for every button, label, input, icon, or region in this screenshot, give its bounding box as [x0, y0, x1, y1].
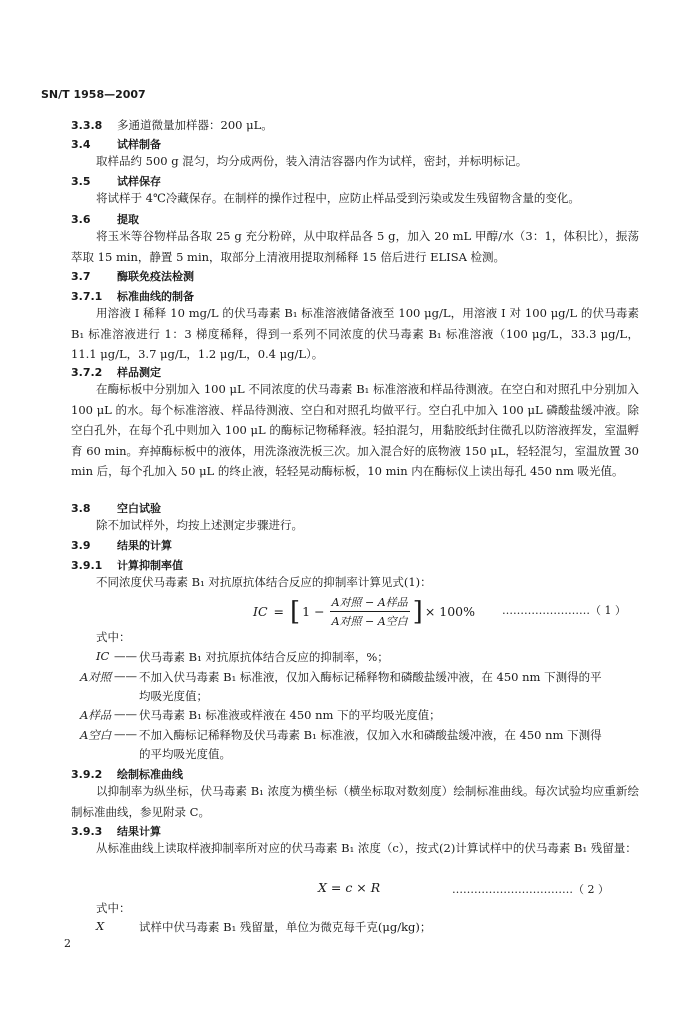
clause-title: 结果计算 — [117, 825, 161, 838]
definition-text: 不加入酶标记稀释物及伏马毒素 B₁ 标准液，仅加入水和磷酸盐缓冲液，在 450 nm 下测得 — [139, 728, 602, 742]
definition-text: 伏马毒素 B₁ 对抗原抗体结合反应的抑制率，%； — [139, 650, 389, 664]
clause-3-9-1 — [71, 557, 183, 573]
formula-one-minus: 1 − — [302, 604, 325, 619]
clause-3-9-2 — [71, 766, 183, 782]
clause-title: 样品测定 — [117, 366, 161, 379]
standard-code: SN/T 1958—2007 — [41, 88, 146, 101]
clause-number: 3.3.8 — [71, 119, 103, 132]
clause-text: 多通道微量加样器：200 μL。 — [117, 118, 273, 132]
clause-3-6-paragraph: 将玉米等谷物样品各取 25 g 充分粉碎，从中取样品各 5 g，加入 20 mL 甲醇/水（3：1，体积比），振荡萃取 15 min，静置 5 min，取部分上清液用提取剂稀释 15 倍后进行 ELISA 检测。 — [71, 229, 639, 264]
formula-2: X = c × R — [318, 880, 381, 895]
clause-3-7-1-paragraph: 用溶液 I 稀释 10 mg/L 的伏马毒素 B₁ 标准溶液储备液至 100 μg/L，用溶液 I 对 100 μg/L 的伏马毒素 B₁ 标准溶液进行 1：3 梯度稀释，得到一系列不同浓度的伏马毒素 B₁ 标准溶液（100 μg/L，33.3 μg/L，11.1 μg/L，3.7 μg/L，1.2 μg/L，0.4 μg/L）。 — [71, 306, 639, 361]
clause-3-8 — [71, 500, 161, 516]
clause-title: 结果的计算 — [117, 539, 172, 552]
definition-dash: —— — [114, 669, 137, 683]
definition-text: 不加入伏马毒素 B₁ 标准液，仅加入酶标记稀释物和磷酸盐缓冲液，在 450 nm 下测得的平 — [139, 670, 602, 684]
clause-number: 3.9.2 — [71, 768, 103, 781]
clause-number: 3.4 — [71, 138, 91, 151]
definition-text: 伏马毒素 B₁ 标准液或样液在 450 nm 下的平均吸光度值； — [139, 708, 441, 722]
clause-title: 标准曲线的制备 — [117, 290, 194, 303]
formula-equals: = — [273, 604, 284, 619]
clause-number: 3.7.1 — [71, 290, 103, 303]
clause-number: 3.6 — [71, 213, 91, 226]
clause-3-7 — [71, 268, 194, 284]
formula-2-tag: ……………………………（ 2 ） — [452, 883, 609, 896]
definition-text-cont: 的平均吸光度值。 — [139, 747, 231, 761]
definition-text: 试样中伏马毒素 B₁ 残留量，单位为微克每千克(μg/kg)； — [139, 920, 432, 934]
clause-title: 提取 — [117, 213, 139, 226]
clause-3-4 — [71, 136, 161, 152]
definition-term: A对照 — [80, 670, 112, 684]
clause-3-9-2-paragraph: 以抑制率为纵坐标，伏马毒素 B₁ 浓度为横坐标（横坐标取对数刻度）绘制标准曲线。每次试验均应重新绘制标准曲线，参见附录 C。 — [71, 784, 639, 819]
definition-dash: —— — [114, 649, 137, 663]
clause-3-7-1 — [71, 288, 194, 304]
clause-number: 3.9.1 — [71, 559, 103, 572]
definition-term: A空白 — [80, 728, 112, 742]
clause-3-7-2-paragraph: 在酶标板中分别加入 100 μL 不同浓度的伏马毒素 B₁ 标准溶液和样品待测液。在空白和对照孔中分别加入 100 μL 的水。每个标准溶液、样品待测液、空白和对照孔均做平行。空白孔中加入 100 μL 磷酸盐缓冲液。除空白孔外，在每个孔中则加入 100 μL 的酶标记物稀释液。轻拍混匀，用黏胶纸封住微孔以防溶液挥发，室温孵育 60 min。弃掉酶标板中的液体，用洗涤液洗板三次。加入混合好的底物液 150 μL，轻轻混匀，室温放置 30 min 后，每个孔加入 50 μL 的终止液，轻轻晃动酶标板，10 min 内在酶标仪上读出每孔 450 nm 吸光值。 — [71, 382, 639, 478]
left-bracket: [ — [290, 596, 301, 627]
clause-number: 3.5 — [71, 175, 91, 188]
clause-number: 3.8 — [71, 502, 91, 515]
clause-3-6 — [71, 211, 139, 227]
page-number: 2 — [64, 937, 71, 950]
clause-3-4-paragraph: 取样品约 500 g 混匀，均分成两份，装入清洁容器内作为试样，密封，并标明标记。 — [96, 154, 528, 168]
definition-dash: —— — [114, 727, 137, 741]
clause-3-9-3-paragraph: 从标准曲线上读取样液抑制率所对应的伏马毒素 B₁ 浓度（c），按式(2)计算试样中的伏马毒素 B₁ 残留量： — [96, 841, 637, 855]
definition-term: IC — [96, 649, 110, 663]
where-label: 式中： — [96, 630, 131, 644]
clause-number: 3.7.2 — [71, 366, 103, 379]
formula-1-tag: ……………………（ 1 ） — [502, 604, 626, 617]
clause-title: 酶联免疫法检测 — [117, 270, 194, 283]
clause-3-5 — [71, 173, 161, 189]
right-bracket: ] — [412, 596, 423, 627]
clause-number: 3.7 — [71, 270, 91, 283]
formula-fraction — [330, 594, 410, 629]
clause-title: 绘制标准曲线 — [117, 768, 183, 781]
clause-title: 试样保存 — [117, 175, 161, 188]
clause-title: 计算抑制率值 — [117, 559, 183, 572]
clause-3-7-2 — [71, 364, 161, 380]
clause-title: 空白试验 — [117, 502, 161, 515]
formula-1 — [253, 594, 475, 629]
definition-dash: —— — [114, 707, 137, 721]
clause-3-9-1-paragraph: 不同浓度伏马毒素 B₁ 对抗原抗体结合反应的抑制率计算见式(1)： — [96, 575, 432, 589]
where-label-2: 式中： — [96, 901, 131, 915]
formula-tail: × 100% — [424, 604, 476, 619]
definition-term: X — [96, 919, 105, 933]
formula-denominator: A对照 − A空白 — [331, 615, 408, 628]
clause-3-8-paragraph: 除不加试样外，均按上述测定步骤进行。 — [96, 518, 303, 532]
clause-3-9-3 — [71, 823, 161, 839]
clause-3-9 — [71, 537, 172, 553]
formula-numerator: A对照 − A样品 — [330, 594, 410, 612]
clause-3-5-paragraph: 将试样于 4℃冷藏保存。在制样的操作过程中，应防止样品受到污染或发生残留物含量的变化。 — [96, 191, 580, 205]
clause-title: 试样制备 — [117, 138, 161, 151]
definition-text-cont: 均吸光度值； — [139, 689, 208, 703]
clause-number: 3.9.3 — [71, 825, 103, 838]
clause-number: 3.9 — [71, 539, 91, 552]
formula-lhs: IC — [253, 604, 268, 619]
clause-3-3-8 — [71, 117, 273, 133]
definition-term: A样品 — [80, 708, 112, 722]
